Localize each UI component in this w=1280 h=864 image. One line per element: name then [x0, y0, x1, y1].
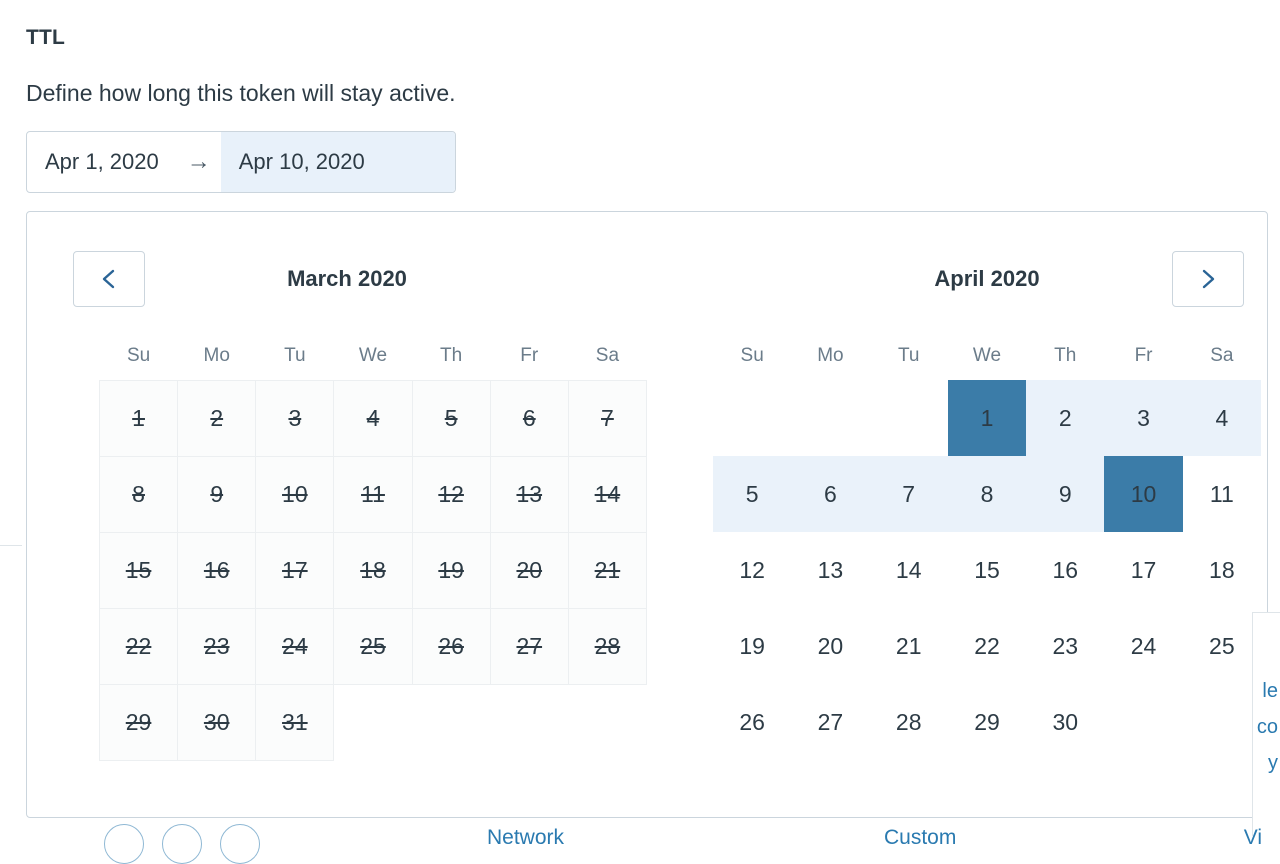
calendar-empty-cell: [713, 380, 791, 456]
calendar-day-cell: 14: [568, 456, 646, 532]
calendar-week-row: [100, 456, 647, 532]
calendar-day-cell[interactable]: 3: [1104, 380, 1182, 456]
calendar-week-row: [100, 608, 647, 684]
calendar-day-cell[interactable]: 5: [713, 456, 791, 532]
calendar-day-cell: 20: [490, 532, 568, 608]
calendar-body-april: [713, 380, 1261, 760]
page-title: TTL: [26, 26, 66, 49]
calendar-empty-cell: [1183, 684, 1261, 760]
month-title: April 2020: [934, 266, 1040, 291]
calendar-day-cell[interactable]: 14: [870, 532, 948, 608]
month-panel-april: [647, 212, 1267, 761]
calendar-day-cell[interactable]: 29: [948, 684, 1026, 760]
calendar-day-cell: 30: [178, 684, 256, 760]
date-range-input[interactable]: [26, 131, 456, 193]
calendar-day-cell[interactable]: 24: [1104, 608, 1182, 684]
background-label-network[interactable]: Network: [487, 826, 565, 849]
calendar-grid-march: [99, 332, 647, 761]
calendar-day-cell[interactable]: 4: [1183, 380, 1261, 456]
calendar-day-cell[interactable]: 25: [1183, 608, 1261, 684]
calendar-grid-april: [713, 332, 1261, 760]
calendar-day-cell: 28: [568, 608, 646, 684]
weekday-label: We: [358, 344, 388, 366]
calendar-day-cell[interactable]: 30: [1026, 684, 1104, 760]
calendar-day-cell: 16: [178, 532, 256, 608]
calendar-day-cell[interactable]: 20: [791, 608, 869, 684]
calendar-day-cell[interactable]: 17: [1104, 532, 1182, 608]
avatar[interactable]: [104, 824, 144, 864]
calendar-day-cell: 15: [100, 532, 178, 608]
weekday-header-row: [713, 332, 1261, 380]
calendar-day-cell: 24: [256, 608, 334, 684]
calendar-day-cell: 22: [100, 608, 178, 684]
calendar-day-cell: 13: [490, 456, 568, 532]
calendar-day-cell: 18: [334, 532, 412, 608]
calendar-week-row: [713, 380, 1261, 456]
calendar-empty-cell: [1104, 684, 1182, 760]
calendar-day-cell[interactable]: 1: [948, 380, 1026, 456]
calendar-empty-cell: [412, 684, 490, 760]
calendar-day-cell[interactable]: 18: [1183, 532, 1261, 608]
calendar-day-cell[interactable]: 12: [713, 532, 791, 608]
calendar-day-cell: 1: [100, 380, 178, 456]
weekday-header-row: [100, 332, 647, 380]
calendar-week-row: [713, 608, 1261, 684]
background-avatar-group: [104, 824, 260, 864]
range-start-field[interactable]: Apr 1, 2020: [45, 149, 159, 174]
weekday-label: Sa: [1210, 345, 1234, 366]
calendar-day-cell[interactable]: 23: [1026, 608, 1104, 684]
calendar-day-cell[interactable]: 28: [870, 684, 948, 760]
background-link-2[interactable]: co: [1256, 716, 1278, 738]
calendar-day-cell: 7: [568, 380, 646, 456]
calendar-day-cell[interactable]: 16: [1026, 532, 1104, 608]
avatar[interactable]: [220, 824, 260, 864]
weekday-label: Sa: [595, 344, 620, 366]
calendar-day-cell: 2: [178, 380, 256, 456]
month-title: March 2020: [287, 266, 407, 291]
calendar-day-cell: 19: [412, 532, 490, 608]
calendar-day-cell[interactable]: 27: [791, 684, 869, 760]
avatar[interactable]: [162, 824, 202, 864]
calendar-day-cell[interactable]: 21: [870, 608, 948, 684]
weekday-label: Su: [740, 345, 764, 366]
background-label-custom[interactable]: Custom: [884, 826, 957, 849]
calendar-body-march: [100, 380, 647, 760]
calendar-day-cell: 29: [100, 684, 178, 760]
weekday-label: Mo: [203, 344, 230, 366]
calendar-day-cell: 25: [334, 608, 412, 684]
calendar-day-cell[interactable]: 22: [948, 608, 1026, 684]
calendar-day-cell: 23: [178, 608, 256, 684]
calendar-day-cell[interactable]: 7: [870, 456, 948, 532]
background-link-1[interactable]: le: [1262, 680, 1278, 702]
calendar-day-cell: 27: [490, 608, 568, 684]
calendar-day-cell: 8: [100, 456, 178, 532]
calendar-week-row: [100, 532, 647, 608]
calendar-day-cell: 9: [178, 456, 256, 532]
calendar-day-cell[interactable]: 8: [948, 456, 1026, 532]
calendar-week-row: [713, 456, 1261, 532]
calendar-day-cell: 31: [256, 684, 334, 760]
background-label-view[interactable]: Vi: [1243, 826, 1262, 849]
calendar-week-row: [713, 684, 1261, 760]
calendar-day-cell: 3: [256, 380, 334, 456]
calendar-day-cell[interactable]: 11: [1183, 456, 1261, 532]
calendar-day-cell: 10: [256, 456, 334, 532]
calendar-day-cell[interactable]: 15: [948, 532, 1026, 608]
calendar-empty-cell: [870, 380, 948, 456]
weekday-label: Su: [126, 344, 151, 366]
calendar-day-cell: 11: [334, 456, 412, 532]
calendar-empty-cell: [490, 684, 568, 760]
weekday-label: Tu: [897, 345, 920, 366]
month-panel-march: [27, 212, 647, 761]
calendar-week-row: [713, 532, 1261, 608]
calendar-day-cell: 12: [412, 456, 490, 532]
weekday-label: Th: [440, 344, 463, 366]
months-container: [27, 212, 1267, 761]
calendar-day-cell[interactable]: 6: [791, 456, 869, 532]
weekday-label: Mo: [817, 345, 844, 366]
calendar-week-row: [100, 380, 647, 456]
background-divider: [0, 545, 22, 546]
weekday-label: Th: [1054, 345, 1077, 366]
calendar-day-cell: 6: [490, 380, 568, 456]
arrow-right-icon: →: [186, 148, 211, 175]
weekday-label: Fr: [1134, 345, 1153, 366]
calendar-day-cell[interactable]: 19: [713, 608, 791, 684]
calendar-empty-cell: [334, 684, 412, 760]
weekday-label: We: [972, 345, 1002, 366]
calendar-day-cell[interactable]: 2: [1026, 380, 1104, 456]
calendar-day-cell: 4: [334, 380, 412, 456]
range-end-field[interactable]: Apr 10, 2020: [221, 132, 455, 192]
calendar-week-row: [100, 684, 647, 760]
weekday-label: Tu: [284, 344, 306, 366]
calendar-popover: [26, 211, 1268, 818]
calendar-day-cell: 17: [256, 532, 334, 608]
calendar-day-cell: 5: [412, 380, 490, 456]
calendar-day-cell: 26: [412, 608, 490, 684]
calendar-empty-cell: [791, 380, 869, 456]
weekday-label: Fr: [520, 344, 539, 366]
calendar-day-cell[interactable]: 10: [1104, 456, 1182, 532]
calendar-day-cell[interactable]: 9: [1026, 456, 1104, 532]
background-link-3[interactable]: y: [1268, 752, 1278, 774]
calendar-day-cell[interactable]: 26: [713, 684, 791, 760]
calendar-day-cell[interactable]: 13: [791, 532, 869, 608]
page-description: Define how long this token will stay active.: [26, 80, 456, 106]
calendar-empty-cell: [568, 684, 646, 760]
calendar-day-cell: 21: [568, 532, 646, 608]
